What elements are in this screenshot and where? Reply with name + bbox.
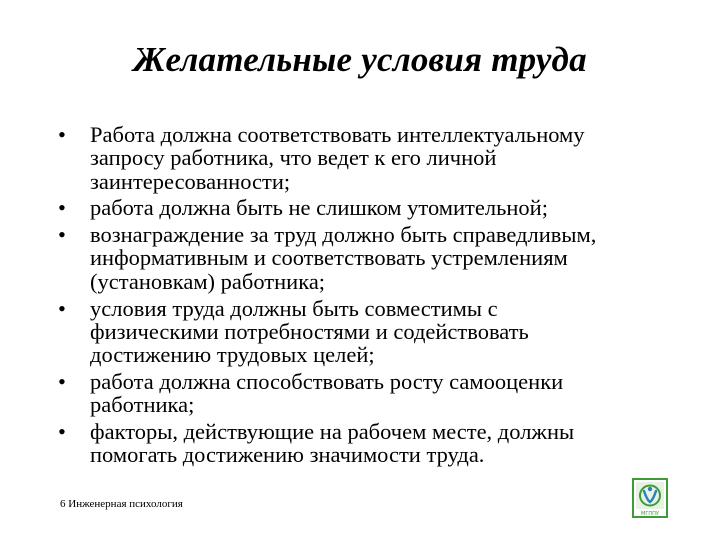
bullet-line: достижению трудовых целей;	[90, 342, 375, 368]
bullet-marker: •	[58, 222, 66, 248]
bullet-line: Работа должна соответствовать интеллектуальному	[90, 122, 585, 147]
bullet-line: работника;	[90, 392, 195, 418]
bullet-line: вознаграждение за труд должно быть справедливым,	[90, 222, 597, 248]
bullet-line: помогать достижению значимости труда.	[90, 442, 485, 468]
list-item	[58, 223, 668, 293]
bullet-marker: •	[58, 419, 66, 445]
bullet-line: физическими потребностями и содействовать	[90, 318, 529, 344]
list-item	[58, 370, 668, 417]
bullet-line: факторы, действующие на рабочем месте, должны	[90, 419, 575, 445]
list-item	[58, 196, 668, 219]
bullet-line: условия труда должны быть совместимы с	[90, 295, 498, 321]
bullet-marker: •	[58, 195, 66, 221]
bullet-line: запросу работника, что ведет к его личной	[90, 145, 497, 171]
bullet-line: (установкам) работника;	[90, 268, 326, 294]
bullet-marker: •	[58, 295, 66, 321]
bullet-line: заинтересованности;	[90, 168, 291, 194]
bullet-marker: •	[58, 122, 66, 147]
logo-caption: МГППУ	[641, 511, 659, 517]
slide-title: Желательные условия труда	[133, 40, 587, 79]
slide-footer: 6 Инженерная психология	[60, 498, 183, 510]
bullet-marker: •	[58, 368, 66, 394]
bullet-line: работа должна способствовать росту самооценки	[90, 368, 564, 394]
bullet-list	[58, 123, 668, 470]
university-logo-icon	[632, 478, 668, 518]
bullet-line: информативным и соответствовать устремлениям	[90, 245, 568, 271]
list-item	[58, 420, 668, 467]
list-item	[58, 123, 668, 193]
bullet-line: работа должна быть не слишком утомительной;	[90, 195, 548, 221]
list-item	[58, 297, 668, 367]
